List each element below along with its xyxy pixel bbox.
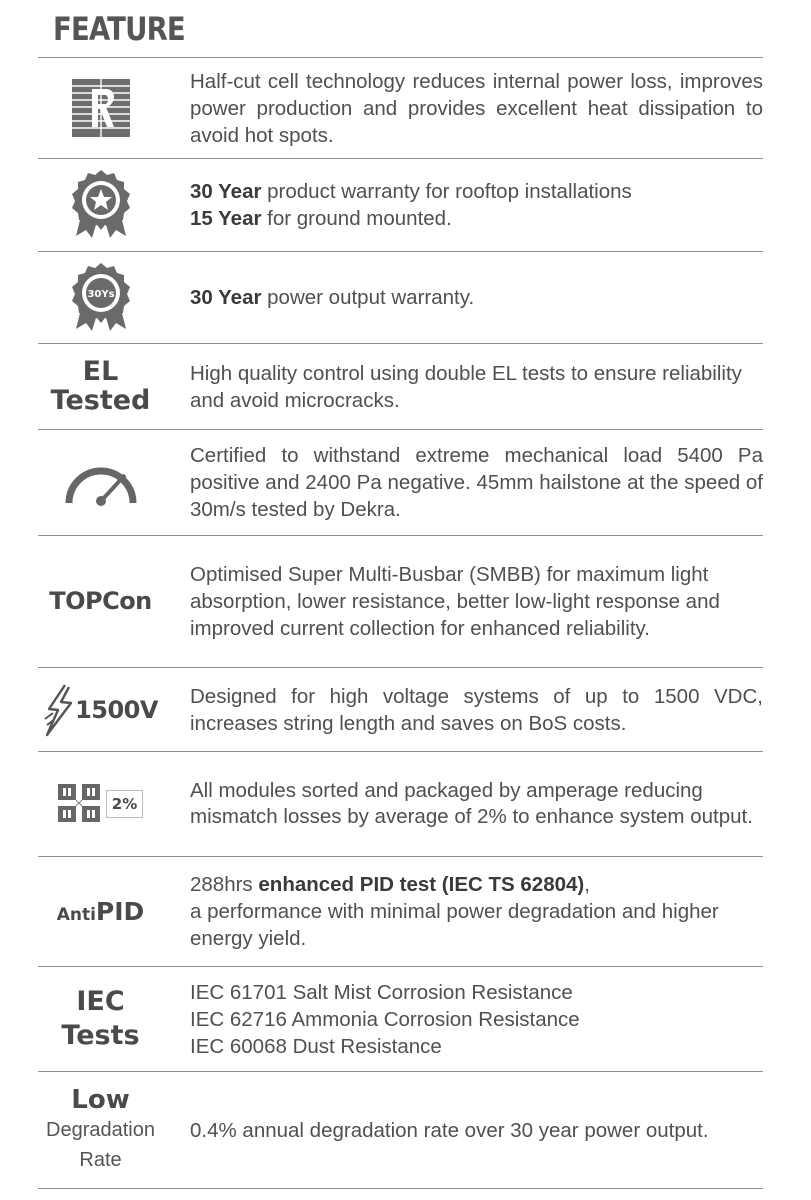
page-title: FEATURE (53, 10, 185, 48)
voltage-label: 1500V (38, 668, 163, 751)
feature-row-power-warranty (38, 251, 763, 343)
topcon-label: TOPCon (49, 586, 152, 615)
feature-row-sorting (38, 751, 763, 856)
antipid-label: AntiPID (56, 897, 145, 926)
lightning-icon (43, 683, 75, 737)
feature-text: 30 Year power output warranty. (190, 286, 475, 309)
gauge-icon (38, 430, 163, 535)
el-tested-label: EL Tested (50, 356, 151, 416)
feature-row-antipid (38, 856, 763, 966)
feature-row-iec-tests (38, 966, 763, 1071)
feature-text: High quality control using double EL tests to ensure reliability and avoid microcracks. (190, 361, 742, 412)
feature-text: 30 Year product warranty for rooftop installations 15 Year for ground mounted. (190, 180, 632, 230)
feature-row-topcon (38, 535, 763, 667)
badge-30ys-text: 30Ys (86, 288, 115, 300)
warranty-30ys-badge-icon (38, 252, 163, 343)
feature-text: Optimised Super Multi-Busbar (SMBB) for maximum light absorption, lower resistance, better low-light response and improved current collection for enhanced reliability. (190, 563, 720, 640)
feature-text: All modules sorted and packaged by amperage reducing mismatch losses by average of 2% to enhance system output. (190, 779, 753, 828)
feature-row-low-degradation (38, 1071, 763, 1189)
feature-row-product-warranty (38, 158, 763, 251)
sorting-label: 2% (38, 752, 163, 856)
feature-text: Half-cut cell technology reduces internal power loss, improves power production and provides excellent heat dissipation to avoid hot spots. (190, 69, 763, 147)
warranty-star-badge-icon (38, 159, 163, 251)
low-degradation-label: Low Degradation Rate (46, 1085, 155, 1171)
feature-text: Certified to withstand extreme mechanical load 5400 Pa positive and 2400 Pa negative. 45mm hailstone at the speed of 30m/s tested by Dekra. (190, 444, 763, 521)
feature-text: 0.4% annual degradation rate over 30 year power output. (190, 1118, 709, 1142)
feature-text: 288hrs enhanced PID test (IEC TS 62804), a performance with minimal power degradation and higher energy yield. (190, 873, 719, 950)
feature-row-el-tested (38, 343, 763, 429)
feature-row-mechanical-load (38, 429, 763, 535)
iec-tests-label: IEC Tests (61, 986, 140, 1051)
sorted-modules-icon (58, 784, 102, 824)
feature-row-1500v (38, 667, 763, 751)
half-cut-cell-icon (38, 58, 163, 158)
feature-row-half-cut (38, 57, 763, 158)
feature-text: IEC 61701 Salt Mist Corrosion Resistance IEC 62716 Ammonia Corrosion Resistance IEC 60068 Dust Resistance (190, 980, 580, 1058)
feature-text: Designed for high voltage systems of up to 1500 VDC, increases string length and saves on BoS costs. (190, 684, 763, 735)
